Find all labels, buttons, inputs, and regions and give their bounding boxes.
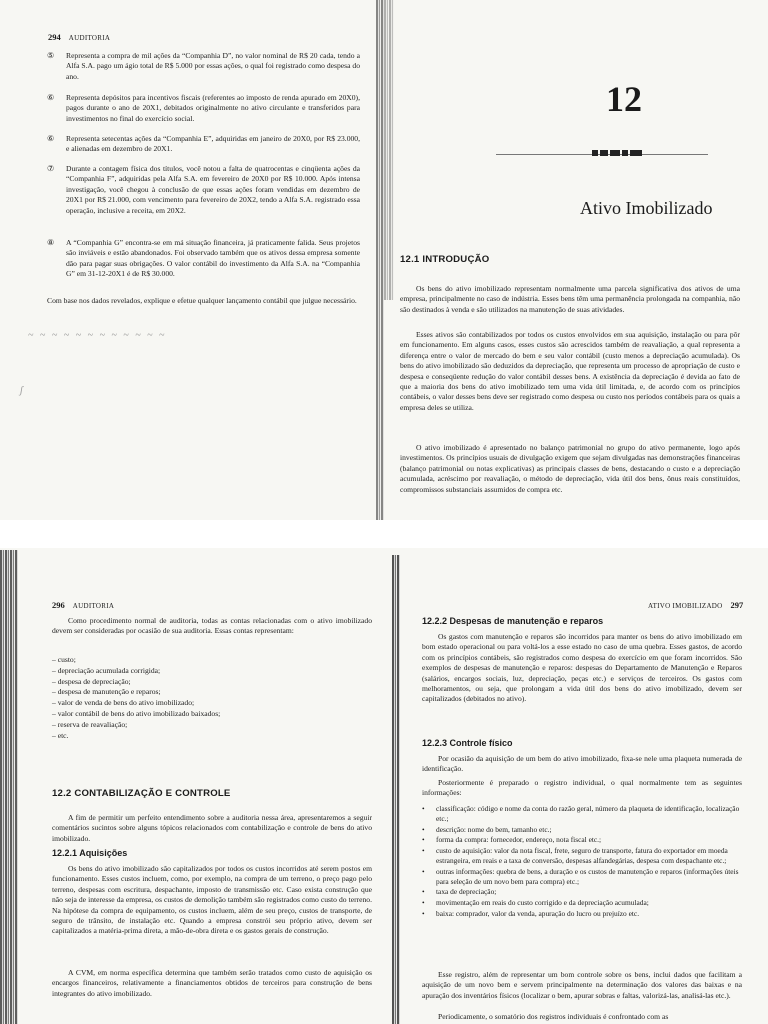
paragraph-cut: Periodicamente, o somatório dos registros individuais é confrontado com as (438, 1012, 669, 1021)
page-296 (0, 548, 402, 1024)
binding-shadow (392, 555, 400, 1024)
paragraph: Por ocasião da aquisição de um bem do ativo imobilizado, fixa-se nele uma plaqueta numerada de identificação. (422, 754, 742, 774)
running-head (52, 600, 114, 610)
subsection-heading: 12.2.1 Aquisições (52, 848, 128, 858)
item-marker: ⑤ (47, 51, 55, 60)
list-item: – custo; (52, 655, 76, 664)
page-297 (402, 548, 768, 1024)
list-item: A “Companhia G” encontra-se em má situação financeira, já praticamente falida. Seus projetos são inviáveis e estão abandonados. Foi observado também que os ativos dessa empresa somente dão para pagar suas obrigações. O valor contábil do investimento da Alfa S.A. na “Companhia G” em 31-12-20X1 é de R$ 30.000. (66, 238, 360, 279)
handwritten-scribble: ~ ~ ~ ~ ~ ~ ~ ~ ~ ~ ~ ~ (28, 330, 167, 341)
list-item: – despesa de depreciação; (52, 676, 131, 686)
paragraph: Os bens do ativo imobilizado representam normalmente uma parcela significativa dos ativos de uma empresa, principalmente no caso de indústria. Esses bens têm uma permanência prolongada na companhia, não são destinados à venda e são utilizados na manutenção de suas atividades. (400, 284, 740, 314)
chapter-ornament (592, 150, 642, 156)
list-item: Representa depósitos para incentivos fiscais (referentes ao imposto de renda apurado em 20X0), pagos durante o ano de 20X1, debitados originalmente no ativo circulante e transferidos para investimentos no final do exercício social. (66, 93, 360, 123)
binding-shadow (376, 0, 384, 520)
page-gap (0, 520, 768, 548)
item-marker: ⑧ (47, 238, 55, 247)
paragraph: Posteriormente é preparado o registro individual, o qual normalmente tem as seguintes informações: (422, 778, 742, 798)
list-item: • taxa de depreciação; (422, 887, 497, 897)
item-marker: ⑦ (47, 164, 55, 173)
list-item: – depreciação acumulada corrigida; (52, 665, 161, 675)
list-item: Representa setecentas ações da “Companhia E”, adquiridas em janeiro de 20X0, por R$ 23.000, e alienadas em dezembro de 20X1. (66, 134, 360, 154)
paragraph: Os gastos com manutenção e reparos são incorridos para manter os bens do ativo imobilizado em bom estado operacional ou para voltá-los a esse estado no caso de uma quebra. Esses gastos, de acordo com os princípios contábeis, são registrados como despesa do exercício em que foram incorridos. São exemplos de despesas de manutenção e reparos: despesas do Departamento de Manutenção e Reparos (salários, encargos sociais, luz, depreciação, peças etc.) e serviços de terceiros. Os gastos com melhoramentos, ou seja, que prolongam a vida útil dos bens do ativo imobilizado, devem ser capitalizados (debitados no ativo). (422, 632, 742, 704)
running-head (648, 600, 751, 610)
closing-paragraph: Com base nos dados revelados, explique e efetue qualquer lançamento contábil que julgue necessário. (47, 296, 357, 305)
running-head-label: AUDITORIA (68, 34, 111, 42)
list-item: • movimentação em reais do custo corrigido e da depreciação acumulada; (422, 898, 649, 908)
running-head (48, 32, 110, 42)
handwritten-mark: ʃ (20, 385, 25, 396)
chapter-number: 12 (606, 79, 642, 119)
list-item: – valor contábil de bens do ativo imobilizado baixados; (52, 708, 221, 718)
running-head-label: AUDITORIA (72, 602, 115, 610)
list-item: Representa a compra de mil ações da “Companhia D”, no valor nominal de R$ 20 cada, tendo a Alfa S.A. pago um ágio total de R$ 5.000 por essas ações, o qual foi registrado como despesa do ano. (66, 51, 360, 81)
paragraph: Os bens do ativo imobilizado são capitalizados por todos os custos incorridos até serem postos em funcionamento. Esses custos incluem, como, por exemplo, na compra de um terreno, o preço pago pelo terreno, despesas com escritura, despachante, imposto de transmissão etc. Caso exista construção que não seja de interesse da empresa, os custos de demolição também são registrados como custo do terreno. Na hipótese da compra de equipamento, os custos incluem, além de seu preço, custos de transporte, de seguro de trânsito, de instalação etc. Quando a empresa constrói seu próprio ativo, devem ser capitalizados a matéria-prima direta, a mão-de-obra direta e os gastos gerais de construção. (52, 864, 372, 936)
page-number: 297 (730, 600, 744, 610)
page-number: 296 (52, 600, 65, 610)
list-item: • baixa: comprador, valor da venda, apuração do lucro ou prejuízo etc. (422, 908, 640, 918)
running-head-label: ATIVO IMOBILIZADO (648, 602, 723, 610)
binding-shadow (384, 0, 394, 300)
paragraph: Esse registro, além de representar um bom controle sobre os bens, inclui dados que facilitam a aquisição de um novo bem e servem principalmente na determinação dos valores das baixas e na apuração dos inventários físicos (localizar o bem, apurar sobras e faltas, valorizá-las, analisá-las etc.). (422, 970, 742, 1000)
list-item: • custo de aquisição: valor da nota fiscal, frete, seguro de transporte, fatura do exportador em moeda estrangeira, em reais e a taxa de conversão, despesas alfandegárias, despesa com despachante etc.; (422, 846, 728, 865)
paragraph: A fim de permitir um perfeito entendimento sobre a auditoria nessa área, apresentaremos a seguir comentários sucintos sobre alguns tópicos relacionados com contabilização e controle de bens do ativo imobilizado. (52, 813, 372, 843)
chapter-title: Ativo Imobilizado (580, 198, 713, 218)
page-294 (0, 0, 384, 520)
list-item: – despesa de manutenção e reparos; (52, 687, 161, 697)
list-item: – reserva de reavaliação; (52, 719, 128, 729)
list-item: • descrição: nome do bem, tamanho etc.; (422, 824, 552, 834)
list-item: • outras informações: quebra de bens, a duração e os custos de manutenção e reparos (informações úteis para seleção de um novo bem para compra) etc.; (422, 866, 739, 886)
paragraph: Esses ativos são contabilizados por todos os custos envolvidos em sua aquisição, instalação ou para pôr em funcionamento. Em alguns casos, esses custos são acrescidos também de reavaliação, a qual representa a diferença entre o valor de mercado do bem e seu valor contábil (custo menos a depreciação acumulada). Os bens do ativo imobilizado são deduzidos da depreciação, que representa um processo de apropriação de custo e despesa e conseqüente redução do valor contábil desses bens. A existência da depreciação é devida ao fato de que a maioria dos bens do ativo imobilizado tem uma vida útil limitada, e, de acordo com os princípios contábeis, o valor desses bens deve ser registrado como despesa ou custo nos períodos contábeis para os quais a empresa deles se utiliza. (400, 330, 740, 412)
subsection-heading: 12.2.2 Despesas de manutenção e reparos (422, 616, 604, 626)
paragraph: A CVM, em norma específica determina que também serão tratados como custo de aquisição os encargos financeiros, relativamente a financiamentos obtidos de terceiros para construção de bens integrantes do ativo imobilizado. (52, 968, 372, 998)
item-marker: ⑥ (47, 93, 55, 102)
list-item: – valor de venda de bens do ativo imobilizado; (52, 698, 195, 708)
list-item: • classificação: código e nome da conta do razão geral, número da plaqueta de identificação, localização etc.; (422, 804, 740, 823)
paragraph: O ativo imobilizado é apresentado no balanço patrimonial no grupo do ativo permanente, logo após investimentos. Os princípios usuais de divulgação exigem que sejam divulgadas nas demonstrações financeiras (balanço patrimonial ou notas explicativas) as principais classes de bens, destacando o custo e a depreciação acumulada, acréscimo por reavaliação, o método de depreciação, vida útil dos bens, ônus reais constituídos, compromissos substanciais assumidos de compra etc. (400, 443, 740, 494)
list-item: – etc. (52, 730, 69, 740)
subsection-heading: 12.2.3 Controle físico (422, 738, 513, 748)
page-number: 294 (48, 32, 61, 42)
section-heading: 12.2 CONTABILIZAÇÃO E CONTROLE (52, 788, 231, 799)
list-item: • forma da compra: fornecedor, endereço, nota fiscal etc.; (422, 835, 602, 845)
section-heading: 12.1 INTRODUÇÃO (400, 254, 490, 265)
list-item: Durante a contagem física dos títulos, você notou a falta de quatrocentas e cinqüenta ações da “Companhia F”, adquiridas pela Alfa S.A. em fevereiro de 20X0 por R$ 10.000. Após intensa investigação, você chegou à conclusão de que essas ações foram vendidas em dezembro de 20X1 por R$ 21.000, com vencimento para fevereiro de 20X2, tendo a Alfa S.A. registrado essa operação, inclusive a receita, em 20X2. (66, 164, 360, 215)
page-295 (384, 0, 768, 520)
item-marker: ⑥ (47, 134, 55, 143)
paragraph: Como procedimento normal de auditoria, todas as contas relacionadas com o ativo imobilizado devem ser consideradas por ocasião de sua auditoria. Essas contas representam: (52, 616, 372, 636)
accounts-list (52, 655, 220, 741)
binding-shadow (0, 550, 18, 1024)
info-list (422, 804, 742, 920)
